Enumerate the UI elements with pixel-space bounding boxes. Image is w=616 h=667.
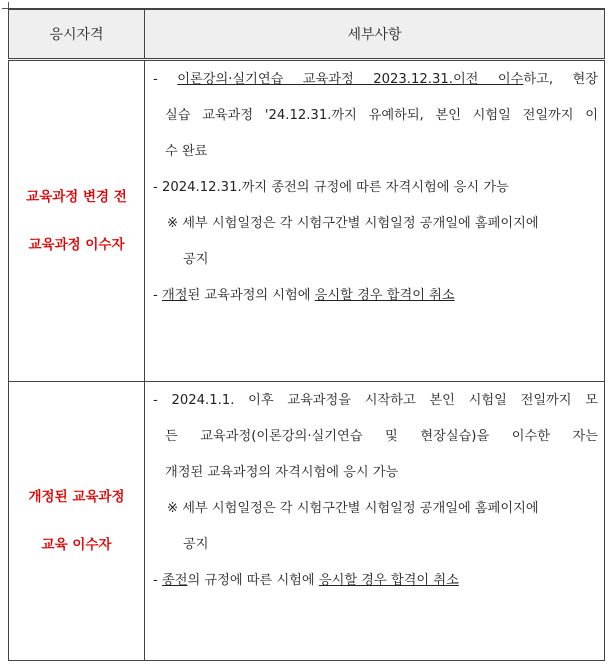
qualification-line: 교육과정 이수자: [28, 237, 125, 253]
table-row: [9, 382, 605, 661]
detail-line: - 2024.1.1. 이후 교육과정을 시작하고 본인 시험일 전일까지 모: [153, 393, 598, 408]
table-header-row: [9, 9, 605, 60]
details-cell: [145, 60, 605, 382]
detail-text: 된 교육과정의 시험에: [187, 288, 315, 303]
detail-line: [153, 62, 598, 98]
header-details: 세부사항: [145, 9, 605, 60]
detail-line: [153, 278, 598, 314]
note-line: 공지: [183, 252, 209, 267]
qualification-cell: [9, 60, 145, 382]
detail-line: 든 교육과정(이론강의·실기연습 및 현장실습)을 이수한 자는: [165, 429, 598, 444]
header-qualification: 응시자격: [9, 9, 145, 60]
underlined-text: 종전: [161, 573, 188, 588]
detail-line: 실습 교육과정 '24.12.31.까지 유예하되, 본인 시험일 전일까지 이: [165, 108, 598, 123]
qualification-cell: [9, 382, 145, 661]
note-line: 공지: [183, 537, 209, 552]
bullet: -: [153, 573, 162, 588]
qualification-table: [8, 8, 605, 661]
underlined-text: 응시할 경우 합격이 취소: [318, 573, 459, 588]
bullet: -: [153, 288, 162, 303]
bullet: -: [153, 72, 178, 87]
detail-text: 의 규정에 따른 시험에: [187, 573, 319, 588]
detail-line: - 2024.12.31.까지 종전의 규정에 따른 자격시험에 응시 가능: [153, 180, 509, 195]
note-line: ※ 세부 시험일정은 각 시험구간별 시험일정 공개일에 홈페이지에: [167, 216, 539, 231]
detail-line: 수 완료: [165, 144, 208, 159]
underlined-text: 이론강의·실기연습 교육과정 2023.12.31.이전 이수: [177, 72, 524, 87]
detail-line: 개정된 교육과정의 자격시험에 응시 가능: [165, 465, 399, 480]
qualification-line: 교육 이수자: [41, 537, 112, 553]
detail-line: [153, 563, 598, 599]
qualification-line: 개정된 교육과정: [28, 489, 125, 505]
qualification-line: 교육과정 변경 전: [26, 189, 127, 205]
underlined-text: 응시할 경우 합격이 취소: [314, 288, 455, 303]
note-line: ※ 세부 시험일정은 각 시험구간별 시험일정 공개일에 홈페이지에: [167, 501, 539, 516]
table-row: [9, 60, 605, 382]
detail-text: 하고, 현장: [523, 72, 598, 87]
details-cell: [145, 382, 605, 661]
underlined-text: 개정: [161, 288, 188, 303]
